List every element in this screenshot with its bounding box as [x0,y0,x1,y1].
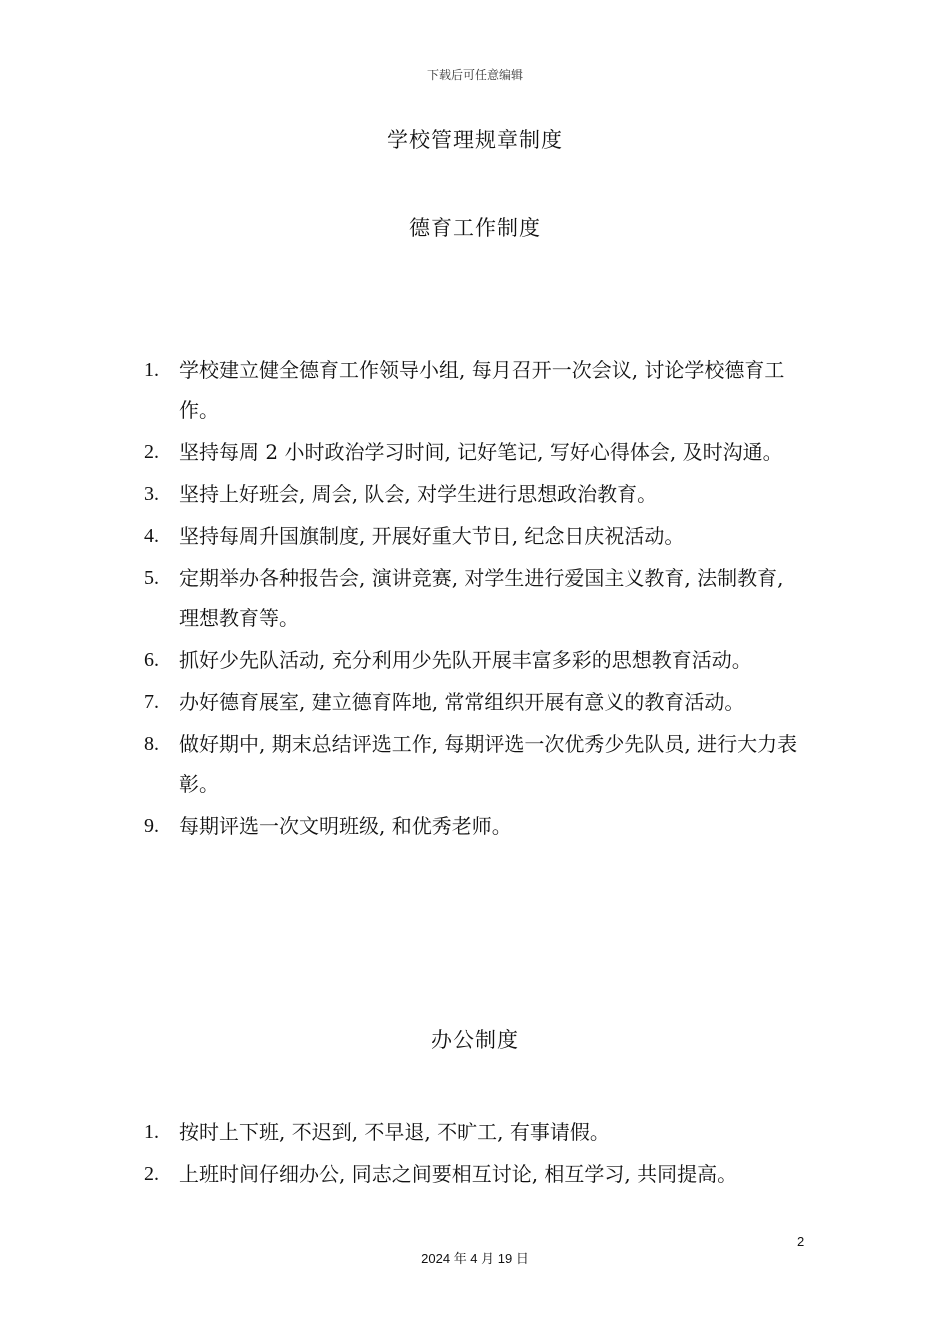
item-number: 1. [144,1121,159,1143]
list-item [0,558,804,638]
list-item [0,806,804,846]
page-title: 学校管理规章制度 [387,128,563,152]
item-text: 坚持每周升国旗制度, 开展好重大节日, 纪念日庆祝活动。 [179,524,685,548]
item-text: 抓好少先队活动, 充分利用少先队开展丰富多彩的思想教育活动。 [179,648,752,672]
item-number: 2. [144,1163,159,1185]
item-number: 4. [144,525,159,547]
item-text: 坚持上好班会, 周会, 队会, 对学生进行思想政治教育。 [179,482,658,506]
item-number: 7. [144,691,159,713]
item-number: 3. [144,483,159,505]
item-text: 学校建立健全德育工作领导小组, 每月召开一次会议, 讨论学校德育工作。 [179,358,785,422]
item-text: 按时上下班, 不迟到, 不早退, 不旷工, 有事请假。 [179,1120,610,1144]
item-number: 8. [144,733,159,755]
moral-education-list [0,350,950,848]
list-item [0,1112,804,1152]
list-item [0,1154,804,1194]
section-title-office-rules: 办公制度 [431,1028,519,1052]
item-text: 坚持每周 2 小时政治学习时间, 记好笔记, 写好心得体会, 及时沟通。 [179,440,783,464]
list-item [0,724,804,804]
list-item [0,350,804,430]
section-title-moral-education: 德育工作制度 [409,216,541,240]
list-item [0,432,804,472]
item-text: 做好期中, 期末总结评选工作, 每期评选一次优秀少先队员, 进行大力表彰。 [179,732,798,796]
footer-date: 2024 年 4 月 19 日 [421,1251,529,1266]
list-item [0,682,804,722]
item-number: 9. [144,815,159,837]
item-number: 1. [144,359,159,381]
item-number: 5. [144,567,159,589]
office-rules-list [0,1112,950,1196]
item-text: 办好德育展室, 建立德育阵地, 常常组织开展有意义的教育活动。 [179,690,745,714]
item-text: 定期举办各种报告会, 演讲竞赛, 对学生进行爱国主义教育, 法制教育, 理想教育等。 [179,566,784,630]
item-number: 2. [144,441,159,463]
list-item [0,640,804,680]
item-text: 每期评选一次文明班级, 和优秀老师。 [179,814,512,838]
list-item [0,516,804,556]
list-item [0,474,804,514]
item-number: 6. [144,649,159,671]
page-number: 2 [797,1234,805,1249]
item-text: 上班时间仔细办公, 同志之间要相互讨论, 相互学习, 共同提高。 [179,1162,738,1186]
header-note: 下载后可任意编辑 [426,68,523,82]
